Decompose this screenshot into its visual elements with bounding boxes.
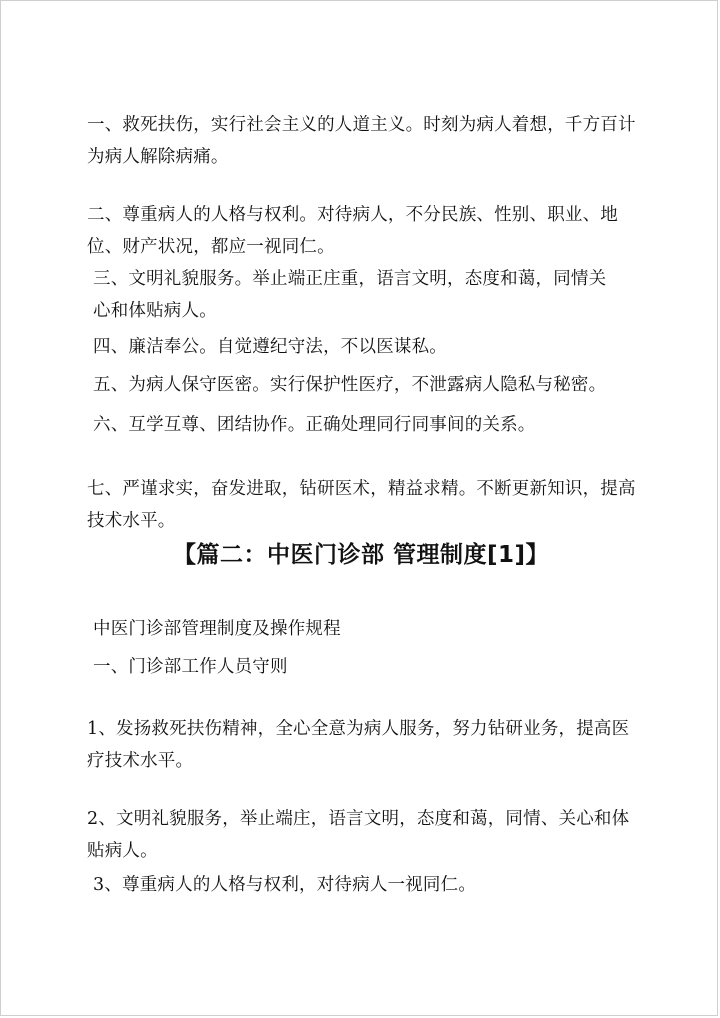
rule-3: 3、尊重病人的人格与权利，对待病人一视同仁。 bbox=[93, 875, 477, 895]
rule-2: 2、文明礼貌服务，举止端庄，语言文明，态度和蔼，同情、关心和体贴病人。 bbox=[87, 809, 630, 861]
section1-heading: 一、门诊部工作人员守则 bbox=[93, 657, 288, 677]
subheading: 中医门诊部管理制度及操作规程 bbox=[93, 619, 341, 639]
paragraph-rigor: 七、严谨求实，奋发进取，钻研医术，精益求精。不断更新知识，提高技术水平。 bbox=[87, 479, 636, 531]
paragraph-privacy: 五、为病人保守医密。实行保护性医疗，不泄露病人隐私与秘密。 bbox=[93, 375, 607, 395]
paragraph-integrity: 四、廉洁奉公。自觉遵纪守法，不以医谋私。 bbox=[93, 337, 447, 357]
section-title: 【篇二：中医门诊部 管理制度[1]】 bbox=[172, 542, 550, 568]
paragraph-courtesy: 三、文明礼貌服务。举止端正庄重，语言文明，态度和蔼，同情关心和体贴病人。 bbox=[93, 269, 607, 321]
paragraph-rescue: 一、救死扶伤，实行社会主义的人道主义。时刻为病人着想，千方百计为病人解除病痛。 bbox=[87, 115, 636, 167]
rule-1: 1、发扬救死扶伤精神，全心全意为病人服务，努力钻研业务，提高医疗技术水平。 bbox=[87, 719, 630, 771]
paragraph-respect: 二、尊重病人的人格与权利。对待病人，不分民族、性别、职业、地位、财产状况，都应一视同仁。 bbox=[87, 205, 618, 257]
paragraph-cooperation: 六、互学互尊、团结协作。正确处理同行同事间的关系。 bbox=[93, 415, 536, 435]
